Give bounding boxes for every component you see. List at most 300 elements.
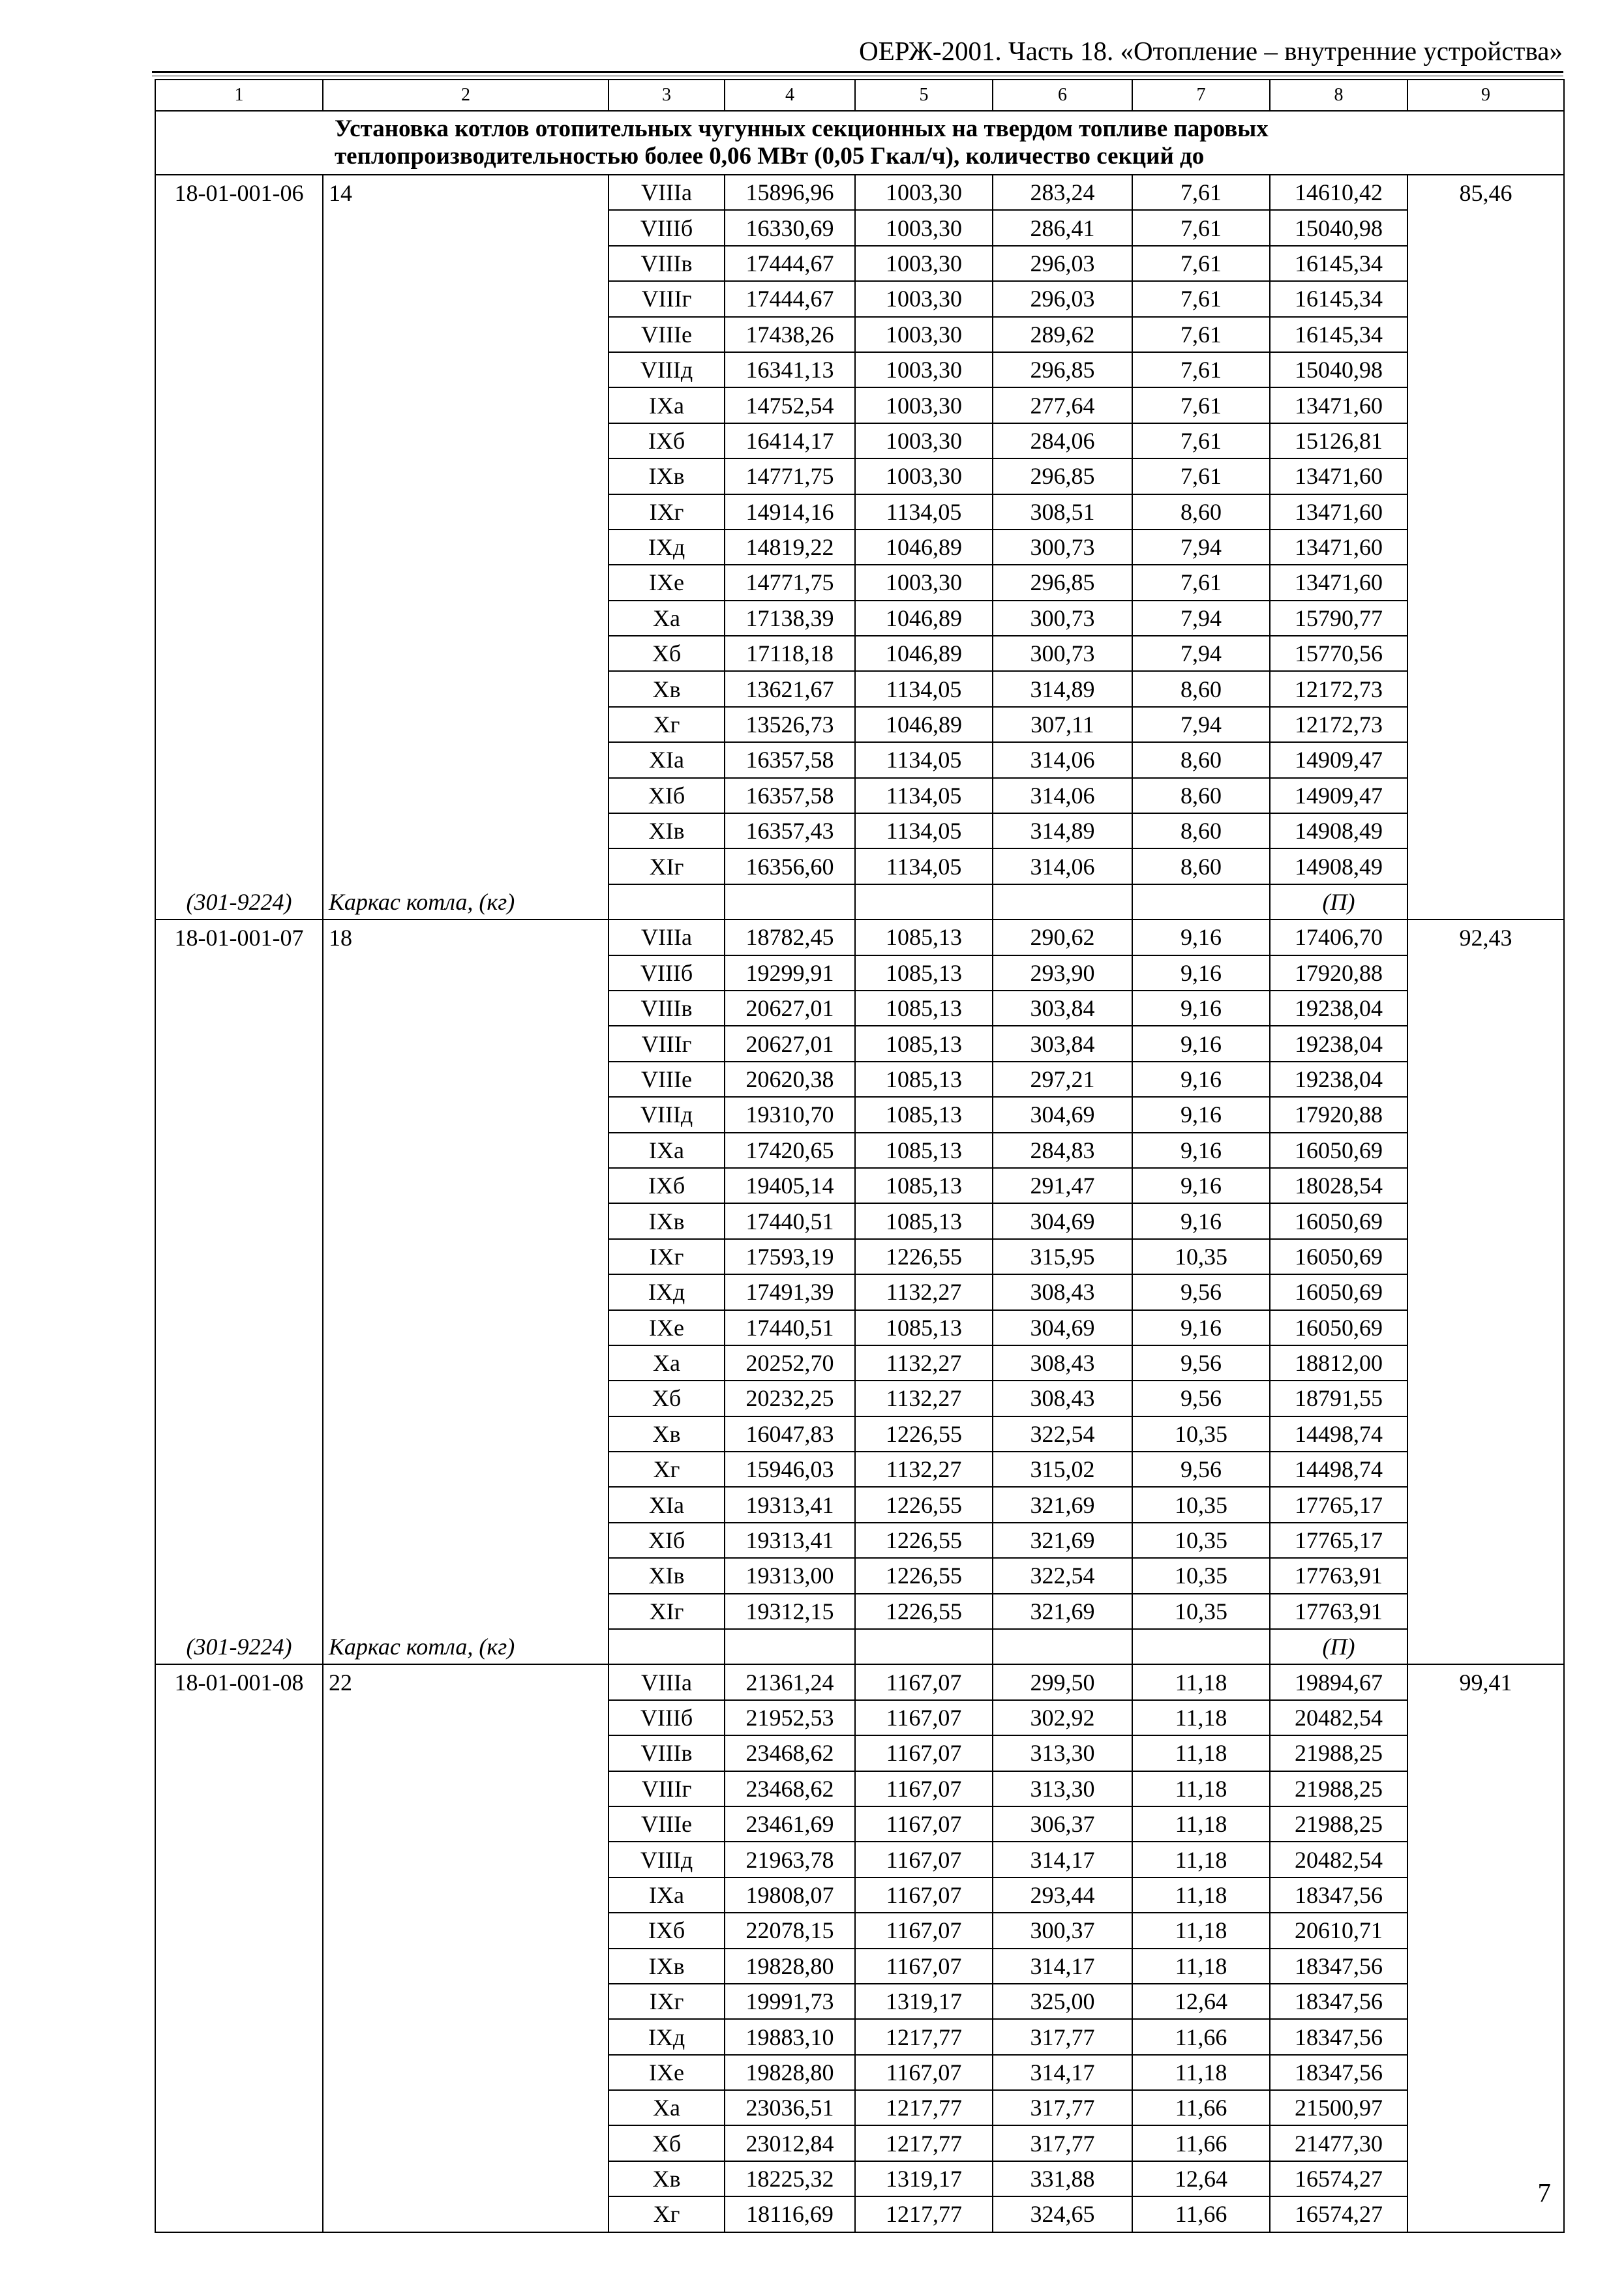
labor-hours-cell: [1407, 387, 1564, 423]
total-cost: 17440,51: [725, 1203, 855, 1238]
resource-code: (301-9224): [155, 1629, 323, 1664]
total-cost: 16330,69: [725, 210, 855, 245]
name-cell: [323, 530, 609, 565]
labor-hours-cell: [1407, 1133, 1564, 1168]
zone-code: XIг: [609, 848, 725, 884]
zone-code: VIIIа: [609, 920, 725, 955]
labor-cost: 1167,07: [855, 1806, 993, 1842]
table-row: [155, 742, 1564, 777]
norm-code-cell: [155, 1416, 323, 1452]
norm-code-cell: [155, 1452, 323, 1487]
norm-code-cell: [155, 1203, 323, 1238]
driver-wage: 9,16: [1132, 1097, 1270, 1132]
table-row: [155, 2019, 1564, 2054]
name-cell: [323, 1984, 609, 2019]
labor-hours-cell: [1407, 565, 1564, 600]
driver-wage: 7,61: [1132, 317, 1270, 352]
driver-wage: 11,18: [1132, 1700, 1270, 1735]
labor-hours-cell: [1407, 1026, 1564, 1061]
norm-code-cell: [155, 2090, 323, 2125]
table-row: [155, 1806, 1564, 1842]
labor-cost: 1167,07: [855, 1842, 993, 1877]
column-number: 2: [323, 80, 609, 111]
material-cost: 18347,56: [1270, 2019, 1407, 2054]
total-cost: 17138,39: [725, 601, 855, 636]
labor-cost: 1167,07: [855, 1700, 993, 1735]
material-cost: 13471,60: [1270, 387, 1407, 423]
driver-wage: 9,16: [1132, 991, 1270, 1026]
zone-code: IXг: [609, 494, 725, 530]
zone-code: VIIIд: [609, 352, 725, 387]
name-cell: [323, 636, 609, 671]
table-row: [155, 2090, 1564, 2125]
norm-code-cell: [155, 281, 323, 316]
driver-wage: 7,61: [1132, 565, 1270, 600]
labor-hours-cell: [1407, 1594, 1564, 1629]
labor-hours-cell: [1407, 671, 1564, 706]
zone-code: Xа: [609, 601, 725, 636]
zone-code: VIIIг: [609, 281, 725, 316]
labor-cost: 1046,89: [855, 530, 993, 565]
page-header: ОЕРЖ-2001. Часть 18. «Отопление – внутренние устройства»: [859, 36, 1563, 66]
table-row: [155, 1310, 1564, 1345]
labor-cost: 1134,05: [855, 671, 993, 706]
zone-code: Xв: [609, 671, 725, 706]
material-cost: 16574,27: [1270, 2161, 1407, 2196]
norm-code-cell: [155, 1700, 323, 1735]
total-cost: 17438,26: [725, 317, 855, 352]
machine-cost: 296,03: [993, 246, 1132, 281]
labor-cost: 1217,77: [855, 2196, 993, 2232]
total-cost: 19828,80: [725, 1949, 855, 1984]
empty-cell: [855, 1629, 993, 1664]
total-cost: 20627,01: [725, 991, 855, 1026]
total-cost: 17444,67: [725, 281, 855, 316]
machine-cost: 314,17: [993, 2055, 1132, 2090]
labor-hours-cell: [1407, 1203, 1564, 1238]
labor-hours-cell: [1407, 1416, 1564, 1452]
table-row: [155, 2196, 1564, 2232]
zone-code: IXв: [609, 458, 725, 494]
name-cell: [323, 565, 609, 600]
labor-hours-cell: [1407, 778, 1564, 813]
name-cell: [323, 1913, 609, 1948]
machine-cost: 321,69: [993, 1487, 1132, 1522]
zone-code: IXб: [609, 1913, 725, 1948]
labor-hours-cell: [1407, 707, 1564, 742]
labor-cost: 1085,13: [855, 991, 993, 1026]
table-body: [155, 80, 1564, 2232]
labor-hours-cell: [1407, 530, 1564, 565]
table-row: [155, 1416, 1564, 1452]
driver-wage: 7,94: [1132, 601, 1270, 636]
labor-hours-cell: [1407, 848, 1564, 884]
total-cost: 16357,43: [725, 813, 855, 848]
labor-cost: 1134,05: [855, 494, 993, 530]
name-cell: [323, 955, 609, 991]
machine-cost: 308,43: [993, 1274, 1132, 1309]
labor-hours-cell: [1407, 246, 1564, 281]
name-cell: [323, 317, 609, 352]
machine-cost: 300,73: [993, 601, 1132, 636]
zone-code: VIIIб: [609, 1700, 725, 1735]
name-cell: [323, 1168, 609, 1203]
empty-cell: [609, 884, 725, 920]
zone-code: VIIIб: [609, 210, 725, 245]
labor-hours-cell: [1407, 1878, 1564, 1913]
norm-code-cell: [155, 778, 323, 813]
labor-cost: 1085,13: [855, 1203, 993, 1238]
norm-code-cell: [155, 530, 323, 565]
table-row: [155, 1664, 1564, 1699]
name-cell: [323, 458, 609, 494]
total-cost: 16341,13: [725, 352, 855, 387]
total-cost: 13526,73: [725, 707, 855, 742]
name-cell: [323, 2090, 609, 2125]
table-row: [155, 1452, 1564, 1487]
table-row: [155, 1239, 1564, 1274]
machine-cost: 283,24: [993, 175, 1132, 210]
table-row: [155, 848, 1564, 884]
driver-wage: 8,60: [1132, 742, 1270, 777]
labor-hours-cell: [1407, 1239, 1564, 1274]
driver-wage: 7,61: [1132, 175, 1270, 210]
material-cost: 14908,49: [1270, 813, 1407, 848]
table-row: [155, 671, 1564, 706]
name-cell: [323, 1523, 609, 1558]
labor-cost: 1167,07: [855, 1664, 993, 1699]
machine-cost: 321,69: [993, 1523, 1132, 1558]
name-cell: [323, 991, 609, 1026]
total-cost: 21952,53: [725, 1700, 855, 1735]
page-number: 7: [1537, 2177, 1551, 2207]
zone-code: VIIIе: [609, 1062, 725, 1097]
zone-code: XIв: [609, 813, 725, 848]
zone-code: VIIIд: [609, 1097, 725, 1132]
machine-cost: 331,88: [993, 2161, 1132, 2196]
name-cell: [323, 1452, 609, 1487]
labor-hours-cell: [1407, 1771, 1564, 1806]
labor-cost: 1085,13: [855, 1310, 993, 1345]
labor-cost: 1226,55: [855, 1594, 993, 1629]
driver-wage: 9,56: [1132, 1452, 1270, 1487]
labor-cost: 1003,30: [855, 458, 993, 494]
labor-hours-cell: [1407, 1735, 1564, 1771]
labor-hours-cell: [1407, 1558, 1564, 1593]
driver-wage: 10,35: [1132, 1594, 1270, 1629]
zone-code: XIв: [609, 1558, 725, 1593]
driver-wage: 11,18: [1132, 2055, 1270, 2090]
machine-cost: 286,41: [993, 210, 1132, 245]
material-cost: 16050,69: [1270, 1203, 1407, 1238]
zone-code: Xв: [609, 1416, 725, 1452]
driver-wage: 9,16: [1132, 1203, 1270, 1238]
total-cost: 21963,78: [725, 1842, 855, 1877]
footer-row: [155, 884, 1564, 920]
table-row: [155, 1487, 1564, 1522]
norm-code: 18-01-001-06: [155, 175, 323, 210]
empty-cell: [855, 884, 993, 920]
material-cost: 16145,34: [1270, 281, 1407, 316]
empty-cell: [993, 884, 1132, 920]
table-row: [155, 1700, 1564, 1735]
table-row: [155, 387, 1564, 423]
machine-cost: 296,85: [993, 565, 1132, 600]
material-cost: 14610,42: [1270, 175, 1407, 210]
driver-wage: 9,16: [1132, 1026, 1270, 1061]
material-cost: 20482,54: [1270, 1842, 1407, 1877]
driver-wage: 11,18: [1132, 1735, 1270, 1771]
norm-code-cell: [155, 1097, 323, 1132]
footer-row: [155, 1629, 1564, 1664]
material-cost: 15770,56: [1270, 636, 1407, 671]
machine-cost: 293,90: [993, 955, 1132, 991]
labor-hours-cell: [1407, 2019, 1564, 2054]
material-cost: 13471,60: [1270, 530, 1407, 565]
driver-wage: 11,66: [1132, 2196, 1270, 2232]
labor-hours-cell: [1407, 423, 1564, 458]
machine-cost: 314,06: [993, 848, 1132, 884]
name-cell: [323, 1735, 609, 1771]
labor-cost: 1085,13: [855, 1133, 993, 1168]
material-cost: 14498,74: [1270, 1452, 1407, 1487]
total-cost: 18116,69: [725, 2196, 855, 2232]
norm-code-cell: [155, 1558, 323, 1593]
machine-cost: 291,47: [993, 1168, 1132, 1203]
column-number: 3: [609, 80, 725, 111]
material-cost: 19238,04: [1270, 1062, 1407, 1097]
driver-wage: 7,61: [1132, 281, 1270, 316]
driver-wage: 11,18: [1132, 1771, 1270, 1806]
zone-code: IXа: [609, 387, 725, 423]
header-rule: [152, 71, 1563, 73]
machine-cost: 296,85: [993, 352, 1132, 387]
column-number: 9: [1407, 80, 1564, 111]
name-cell: [323, 1274, 609, 1309]
total-cost: 19313,00: [725, 1558, 855, 1593]
name-cell: [323, 2019, 609, 2054]
norm-code-cell: [155, 1239, 323, 1274]
zone-code: IXб: [609, 423, 725, 458]
total-cost: 14819,22: [725, 530, 855, 565]
section-title: Установка котлов отопительных чугунных секционных на твердом топливе паровых теплопроизводительностью более 0,06 МВт (0,05 Гкал/ч), количество секций до: [155, 111, 1564, 175]
name-cell: [323, 1026, 609, 1061]
zone-code: Xб: [609, 1381, 725, 1416]
empty-cell: [609, 1629, 725, 1664]
name-cell: [323, 1310, 609, 1345]
zone-code: IXе: [609, 1310, 725, 1345]
machine-cost: 314,06: [993, 778, 1132, 813]
total-cost: 19313,41: [725, 1487, 855, 1522]
name-cell: [323, 1062, 609, 1097]
name-cell: [323, 387, 609, 423]
labor-cost: 1003,30: [855, 246, 993, 281]
machine-cost: 300,37: [993, 1913, 1132, 1948]
machine-cost: 322,54: [993, 1558, 1132, 1593]
norm-code-cell: [155, 1381, 323, 1416]
material-cost: 19238,04: [1270, 991, 1407, 1026]
material-cost: 15790,77: [1270, 601, 1407, 636]
zone-code: VIIIе: [609, 317, 725, 352]
table-row: [155, 1523, 1564, 1558]
total-cost: 17118,18: [725, 636, 855, 671]
name-cell: [323, 2055, 609, 2090]
table-row: [155, 1062, 1564, 1097]
name-cell: [323, 848, 609, 884]
zone-code: VIIIа: [609, 175, 725, 210]
zone-code: IXг: [609, 1239, 725, 1274]
name-cell: [323, 1771, 609, 1806]
zone-code: IXв: [609, 1203, 725, 1238]
table-row: [155, 210, 1564, 245]
norm-code-cell: [155, 1062, 323, 1097]
material-cost: 16050,69: [1270, 1133, 1407, 1168]
norms-table: [155, 79, 1565, 2233]
total-cost: 19299,91: [725, 955, 855, 991]
zone-code: XIг: [609, 1594, 725, 1629]
total-cost: 18225,32: [725, 2161, 855, 2196]
driver-wage: 12,64: [1132, 2161, 1270, 2196]
norm-code-cell: [155, 1594, 323, 1629]
total-cost: 19808,07: [725, 1878, 855, 1913]
labor-cost: 1003,30: [855, 423, 993, 458]
table-row: [155, 1771, 1564, 1806]
table-row: [155, 1133, 1564, 1168]
machine-cost: 304,69: [993, 1097, 1132, 1132]
total-cost: 14771,75: [725, 458, 855, 494]
zone-code: Xа: [609, 2090, 725, 2125]
table-row: [155, 813, 1564, 848]
zone-code: IXд: [609, 530, 725, 565]
material-cost: 13471,60: [1270, 565, 1407, 600]
total-cost: 15896,96: [725, 175, 855, 210]
material-cost: 21988,25: [1270, 1735, 1407, 1771]
labor-cost: 1003,30: [855, 352, 993, 387]
zone-code: XIа: [609, 742, 725, 777]
labor-hours-cell: [1407, 884, 1564, 920]
machine-cost: 297,21: [993, 1062, 1132, 1097]
norm-code-cell: [155, 1913, 323, 1948]
machine-cost: 306,37: [993, 1806, 1132, 1842]
material-cost: 18812,00: [1270, 1345, 1407, 1381]
material-cost: 17765,17: [1270, 1487, 1407, 1522]
name-cell: [323, 1416, 609, 1452]
table-row: [155, 1735, 1564, 1771]
material-cost: 21988,25: [1270, 1771, 1407, 1806]
material-cost: 21477,30: [1270, 2125, 1407, 2161]
total-cost: 14914,16: [725, 494, 855, 530]
total-cost: 17420,65: [725, 1133, 855, 1168]
material-cost: 16145,34: [1270, 246, 1407, 281]
material-cost: 19238,04: [1270, 1026, 1407, 1061]
total-cost: 19991,73: [725, 1984, 855, 2019]
machine-cost: 303,84: [993, 991, 1132, 1026]
name-cell: [323, 2161, 609, 2196]
norm-code-cell: [155, 423, 323, 458]
material-cost: 14908,49: [1270, 848, 1407, 884]
total-cost: 16414,17: [725, 423, 855, 458]
driver-wage: 9,16: [1132, 920, 1270, 955]
name-cell: [323, 742, 609, 777]
zone-code: VIIIа: [609, 1664, 725, 1699]
labor-cost: 1167,07: [855, 1771, 993, 1806]
material-cost: 18791,55: [1270, 1381, 1407, 1416]
material-cost: 18347,56: [1270, 1949, 1407, 1984]
zone-code: VIIIе: [609, 1806, 725, 1842]
section-count: 22: [323, 1664, 609, 1699]
resource-unit: (П): [1270, 884, 1407, 920]
norm-code-cell: [155, 813, 323, 848]
labor-hours-cell: [1407, 352, 1564, 387]
material-cost: 18028,54: [1270, 1168, 1407, 1203]
table-row: [155, 458, 1564, 494]
driver-wage: 11,18: [1132, 1664, 1270, 1699]
labor-hours-cell: [1407, 494, 1564, 530]
zone-code: IXг: [609, 1984, 725, 2019]
name-cell: [323, 1133, 609, 1168]
table-row: [155, 1949, 1564, 1984]
name-cell: [323, 1806, 609, 1842]
total-cost: 18782,45: [725, 920, 855, 955]
labor-cost: 1085,13: [855, 1097, 993, 1132]
zone-code: IXд: [609, 1274, 725, 1309]
machine-cost: 296,85: [993, 458, 1132, 494]
material-cost: 20610,71: [1270, 1913, 1407, 1948]
driver-wage: 10,35: [1132, 1239, 1270, 1274]
norm-code-cell: [155, 991, 323, 1026]
total-cost: 16356,60: [725, 848, 855, 884]
labor-cost: 1217,77: [855, 2125, 993, 2161]
material-cost: 16145,34: [1270, 317, 1407, 352]
norm-code-cell: [155, 2196, 323, 2232]
labor-cost: 1003,30: [855, 317, 993, 352]
labor-hours: 85,46: [1407, 175, 1564, 210]
driver-wage: 9,16: [1132, 1310, 1270, 1345]
table-row: [155, 246, 1564, 281]
material-cost: 16574,27: [1270, 2196, 1407, 2232]
zone-code: VIIIв: [609, 1735, 725, 1771]
labor-hours-cell: [1407, 1062, 1564, 1097]
name-cell: [323, 1097, 609, 1132]
norm-code-cell: [155, 458, 323, 494]
resource-label: Каркас котла, (кг): [323, 884, 609, 920]
labor-cost: 1085,13: [855, 1062, 993, 1097]
labor-hours-cell: [1407, 1913, 1564, 1948]
driver-wage: 11,18: [1132, 1913, 1270, 1948]
zone-code: VIIIб: [609, 955, 725, 991]
driver-wage: 7,94: [1132, 530, 1270, 565]
zone-code: XIб: [609, 778, 725, 813]
table-row: [155, 1274, 1564, 1309]
column-number: 5: [855, 80, 993, 111]
labor-cost: 1167,07: [855, 1949, 993, 1984]
machine-cost: 313,30: [993, 1771, 1132, 1806]
norm-code-cell: [155, 1771, 323, 1806]
labor-cost: 1046,89: [855, 636, 993, 671]
labor-cost: 1085,13: [855, 1168, 993, 1203]
machine-cost: 317,77: [993, 2090, 1132, 2125]
labor-cost: 1226,55: [855, 1558, 993, 1593]
table-row: [155, 636, 1564, 671]
driver-wage: 11,66: [1132, 2090, 1270, 2125]
material-cost: 17920,88: [1270, 955, 1407, 991]
name-cell: [323, 2196, 609, 2232]
norm-code-cell: [155, 955, 323, 991]
total-cost: 16357,58: [725, 778, 855, 813]
material-cost: 16050,69: [1270, 1310, 1407, 1345]
driver-wage: 8,60: [1132, 494, 1270, 530]
driver-wage: 7,61: [1132, 352, 1270, 387]
